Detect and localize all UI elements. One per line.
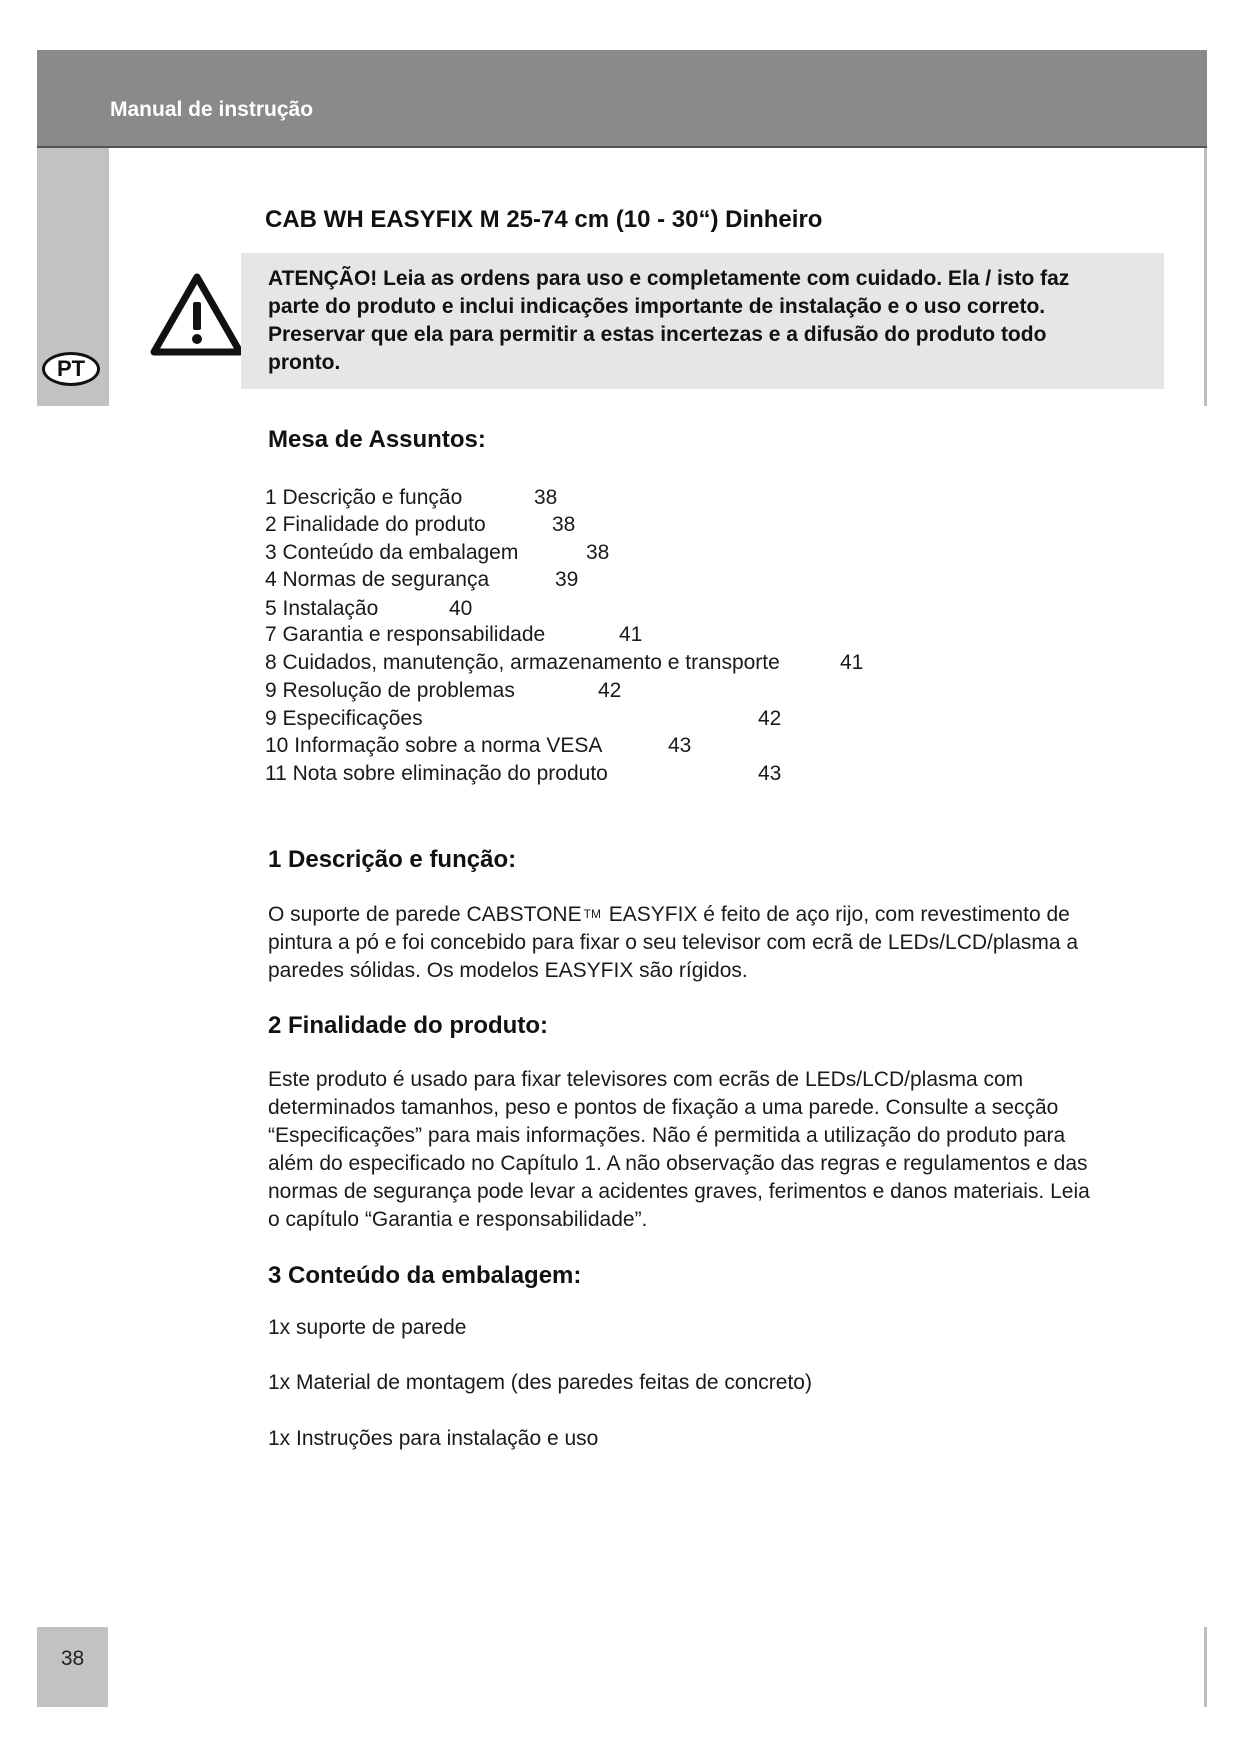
paragraph-line: pintura a pó e foi concebido para fixar o seu televisor com ecrã de LEDs/LCD/plasma a <box>268 931 1079 954</box>
toc-item-label: 1 Descrição e função <box>265 486 463 509</box>
package-item: 1x suporte de parede <box>268 1316 467 1339</box>
toc-item <box>265 623 643 651</box>
toc-item-page: 41 <box>619 623 643 646</box>
paragraph-line <box>268 900 1168 929</box>
toc-item-page: 40 <box>449 597 473 620</box>
paragraph-line: além do especificado no Capítulo 1. A não observação das regras e regulamentos e das <box>268 1152 1088 1175</box>
toc-item <box>265 734 692 762</box>
toc-item-label: 9 Especificações <box>265 707 423 730</box>
section-heading-description: 1 Descrição e função: <box>268 846 517 873</box>
section-heading-purpose: 2 Finalidade do produto: <box>268 1012 548 1039</box>
product-title: CAB WH EASYFIX M 25-74 cm (10 - 30“) Dinheiro <box>265 206 823 233</box>
manual-title: Manual de instrução <box>110 98 314 121</box>
paragraph-line: normas de segurança pode levar a acidentes graves, ferimentos e danos materiais. Leia <box>268 1180 1090 1203</box>
toc-item-label: 10 Informação sobre a norma VESA <box>265 734 603 757</box>
toc-item-label: 2 Finalidade do produto <box>265 513 486 536</box>
trademark-mark: TM <box>583 907 601 921</box>
toc-item <box>265 651 864 679</box>
paragraph-line: determinados tamanhos, peso e pontos de fixação a uma parede. Consulte a secção <box>268 1096 1059 1119</box>
right-margin-rule-bottom <box>1204 1627 1207 1707</box>
warning-notice <box>241 253 1164 389</box>
toc-item-label: 7 Garantia e responsabilidade <box>265 623 546 646</box>
package-item: 1x Material de montagem (des paredes feitas de concreto) <box>268 1371 812 1394</box>
language-badge: PT <box>42 352 100 386</box>
paragraph-line: Este produto é usado para fixar televisores com ecrãs de LEDs/LCD/plasma com <box>268 1068 1024 1091</box>
toc-item-page: 38 <box>586 541 610 564</box>
toc-item <box>265 597 473 625</box>
toc-item-label: 9 Resolução de problemas <box>265 679 515 702</box>
toc-item-page: 38 <box>552 513 576 536</box>
section-heading-package-contents: 3 Conteúdo da embalagem: <box>268 1262 582 1289</box>
right-margin-rule <box>1204 148 1207 406</box>
toc-item-page: 38 <box>534 486 558 509</box>
purpose-paragraph <box>268 1066 1168 1234</box>
toc-item-page: 43 <box>758 762 782 785</box>
toc-item-page: 43 <box>668 734 692 757</box>
warning-line: Preservar que ela para permitir a estas incertezas e a difusão do produto todo <box>268 323 1047 346</box>
paragraph-line: paredes sólidas. Os modelos EASYFIX são rígidos. <box>268 959 748 982</box>
warning-line: pronto. <box>268 351 341 374</box>
toc-item <box>265 486 558 514</box>
paragraph-text: O suporte de parede CABSTONE <box>268 903 582 926</box>
paragraph-line: o capítulo “Garantia e responsabilidade”. <box>268 1208 648 1231</box>
toc-item-label: 8 Cuidados, manutenção, armazenamento e transporte <box>265 651 780 674</box>
toc-item-label: 5 Instalação <box>265 597 379 620</box>
paragraph-line: “Especificações” para mais informações. Não é permitida a utilização do produto para <box>268 1124 1066 1147</box>
toc-item-label: 4 Normas de segurança <box>265 568 490 591</box>
warning-line: parte do produto e inclui indicações importante de instalação e o uso correto. <box>268 295 1046 318</box>
package-item: 1x Instruções para instalação e uso <box>268 1427 599 1450</box>
page-number: 38 <box>37 1627 108 1707</box>
toc-item <box>265 679 622 707</box>
warning-triangle-icon <box>150 272 244 356</box>
toc-heading: Mesa de Assuntos: <box>268 426 486 453</box>
toc-item <box>265 707 782 735</box>
toc-item <box>265 541 610 569</box>
toc-item <box>265 568 579 596</box>
paragraph-text: EASYFIX é feito de aço rijo, com revestimento de <box>602 903 1070 926</box>
header-bar <box>37 50 1207 148</box>
warning-line: ATENÇÃO! Leia as ordens para uso e completamente com cuidado. Ela / isto faz <box>268 267 1070 290</box>
toc-item-page: 42 <box>598 679 622 702</box>
toc-item-page: 42 <box>758 707 782 730</box>
toc-item-page: 39 <box>555 568 579 591</box>
toc-item <box>265 762 782 790</box>
description-paragraph <box>268 900 1168 985</box>
toc-item-label: 3 Conteúdo da embalagem <box>265 541 519 564</box>
toc-item-label: 11 Nota sobre eliminação do produto <box>265 762 608 785</box>
toc-item <box>265 513 576 541</box>
toc-item-page: 41 <box>840 651 864 674</box>
